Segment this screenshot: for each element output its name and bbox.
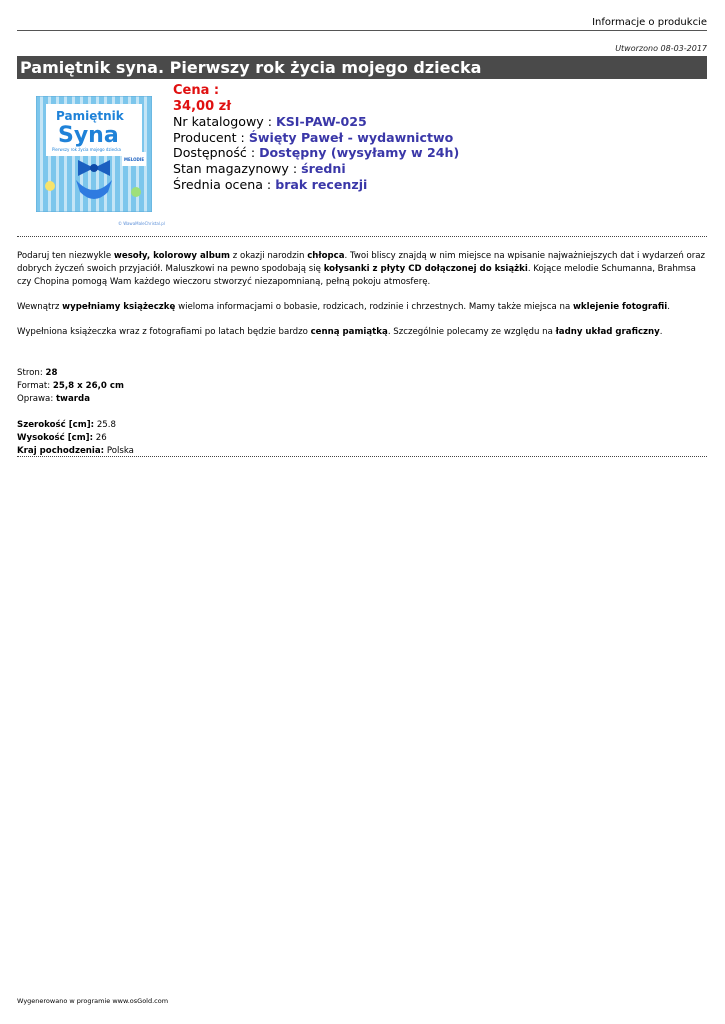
spec-label: Szerokość [cm]: [17, 420, 95, 430]
spec-label: Format: [17, 381, 53, 391]
catalog-row [173, 114, 459, 130]
spec-value: 25,8 x 26,0 cm [52, 381, 124, 391]
price-label: Cena : [173, 83, 220, 98]
description-paragraph-3 [17, 326, 707, 339]
desc-bold: wypełniamy książeczkę [62, 302, 176, 312]
desc-text: Podaruj ten niezwykle [17, 251, 114, 261]
desc-text: . Kojące melodie Schumanna, Brahmsa czy Chopina pomogą Wam każdego wieczoru stworzyć niezapomnianą, pełną pokoju atmosferę. [17, 264, 696, 287]
desc-text: wieloma informacjami o bobasie, rodzicach, rodzinie i chrzestnych. Mamy także miejsca na [175, 302, 573, 312]
stock-label: Stan magazynowy : [173, 160, 298, 176]
spec-value: twarda [55, 394, 90, 404]
desc-text: Wewnątrz [17, 302, 63, 312]
product-info [173, 83, 459, 192]
desc-text: . [667, 302, 670, 312]
section-divider-bottom [17, 456, 707, 457]
spec-label: Oprawa: [17, 394, 56, 404]
producer-label: Producent : [173, 129, 245, 145]
spec-width [17, 419, 134, 432]
cover-title-line1: Pamiętnik [56, 109, 124, 123]
cover-subtitle: Pierwszy rok życia mojego dziecka [52, 147, 122, 152]
product-title: Pamiętnik syna. Pierwszy rok życia mojego dziecka [17, 56, 707, 79]
desc-text: . Szczególnie polecamy ze względu na [387, 327, 556, 337]
rating-label: Średnia ocena : [173, 176, 272, 192]
rating-value: brak recenzji [275, 176, 368, 192]
product-specs [17, 367, 134, 458]
stock-row [173, 161, 459, 177]
stock-value: średni [301, 160, 346, 176]
desc-text: . Twoi bliscy znajdą w nim miejsce na wpisanie najważniejszych dat i wydarzeń oraz dobrych życzeń swoich przyjaciół. Maluszkowi na pewno spodobają się [17, 251, 706, 274]
desc-bold: chłopca [307, 251, 345, 261]
spec-label: Wysokość [cm]: [17, 433, 94, 443]
spec-format [17, 380, 134, 393]
catalog-label: Nr katalogowy : [173, 114, 272, 130]
rating-row [173, 177, 459, 193]
page-header-label: Informacje o produkcie [592, 17, 707, 28]
desc-text: . [659, 327, 663, 337]
spec-gap [17, 406, 134, 419]
desc-bold: ładny układ graficzny [555, 327, 660, 337]
availability-row [173, 145, 459, 161]
catalog-value: KSI-PAW-025 [275, 114, 367, 130]
description-paragraph-2 [17, 301, 707, 314]
desc-bold: cenną pamiątką [310, 327, 388, 337]
spec-value: 26 [93, 433, 107, 443]
spec-label: Stron: [17, 368, 46, 378]
desc-text: z okazji narodzin [229, 251, 308, 261]
description-paragraph-1 [17, 250, 707, 289]
spec-value: 25.8 [94, 420, 116, 430]
producer-value: Święty Paweł - wydawnictwo [248, 129, 454, 145]
spec-pages [17, 367, 134, 380]
cover-title-line2: Syna [58, 123, 119, 148]
product-image [36, 96, 152, 212]
spec-label: Kraj pochodzenia: [17, 446, 105, 456]
product-description [17, 250, 707, 351]
spec-value: Polska [104, 446, 134, 456]
section-divider-top [17, 236, 707, 237]
availability-value: Dostępny (wysyłamy w 24h) [259, 145, 460, 161]
header-divider [17, 30, 707, 31]
desc-bold: wesoły, kolorowy album [113, 251, 230, 261]
created-date: Utworzono 08-03-2017 [615, 44, 707, 53]
image-credit: © WawaMaleChristal.pl [118, 221, 165, 226]
desc-text: Wypełniona książeczka wraz z fotografiami po latach będzie bardzo [17, 327, 311, 337]
desc-bold: kołysanki z płyty CD dołączonej do książki [323, 264, 528, 274]
availability-label: Dostępność : [173, 145, 256, 161]
spec-binding [17, 393, 134, 406]
cover-badge: MELODIE [124, 157, 145, 162]
producer-row [173, 130, 459, 146]
footer-generated: Wygenerowano w programie www.osGold.com [17, 997, 169, 1005]
spec-height [17, 432, 134, 445]
price-value: 34,00 zł [173, 98, 232, 114]
spec-value: 28 [45, 368, 58, 378]
desc-bold: wklejenie fotografii [572, 302, 668, 312]
